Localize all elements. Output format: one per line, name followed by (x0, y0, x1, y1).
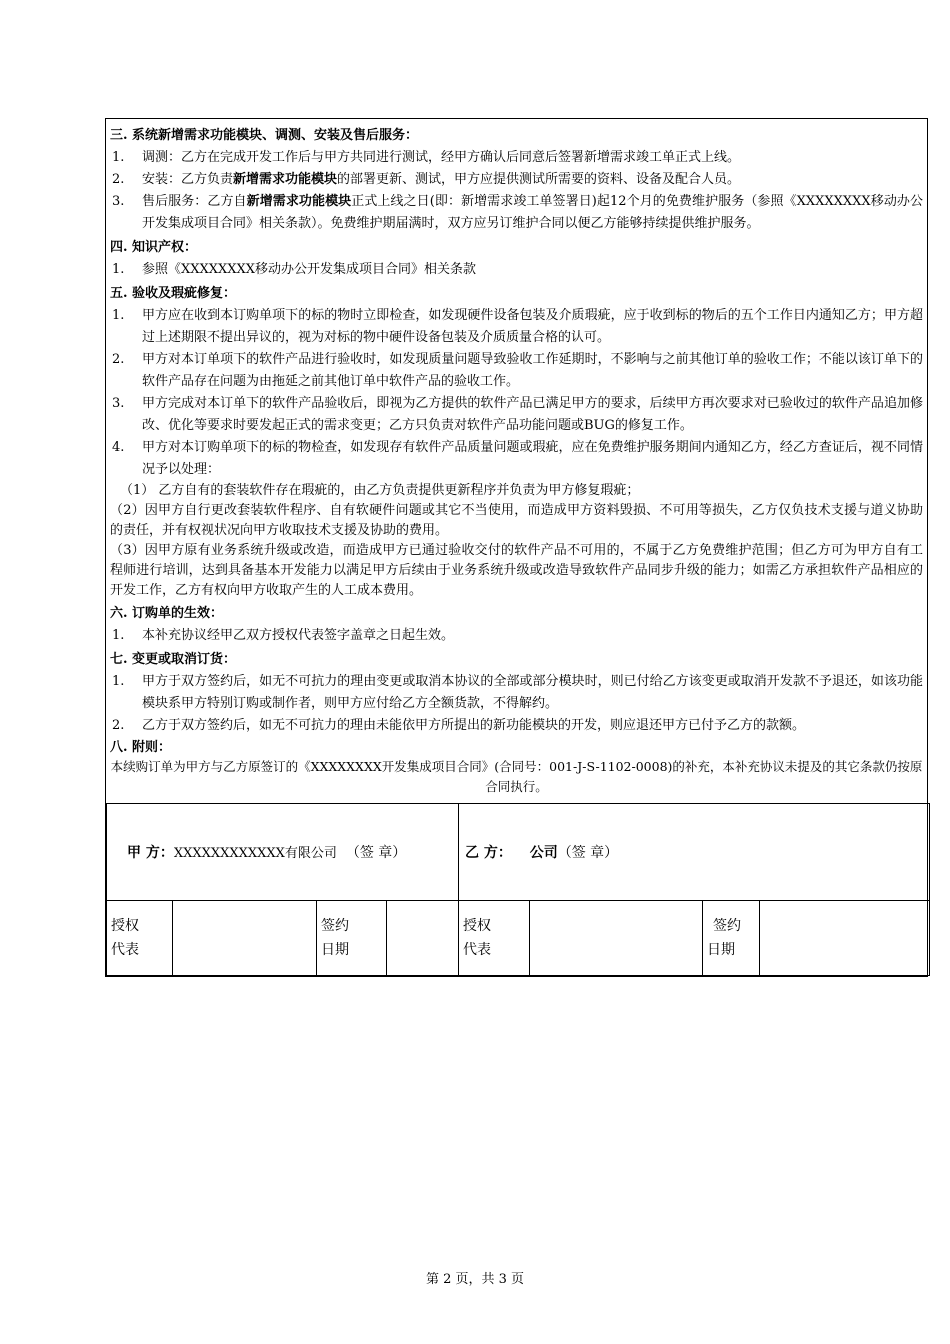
party-a-cell (107, 804, 459, 901)
date-label-line1: 签约 (713, 918, 742, 934)
party-a-name-x: XXXXXXXXXXXX有限公司 (173, 846, 337, 861)
item-text: 本补充协议经甲乙双方授权代表签字盖章之日起生效。 (142, 628, 455, 643)
auth-label-line1: 授权 (111, 918, 139, 934)
item-number: 1. (112, 674, 125, 689)
item-text-pre: 安装：乙方负责 (142, 172, 234, 187)
party-a-auth-label-cell (107, 901, 173, 976)
item-text (142, 191, 923, 235)
item-number: 1. (112, 628, 125, 643)
item-number: 1. (112, 150, 125, 165)
party-b-date-label-cell (703, 901, 760, 976)
date-label-line2: 日期 (707, 942, 736, 958)
party-a-date-label-cell (317, 901, 387, 976)
document-content (106, 119, 927, 803)
list-item (110, 259, 923, 281)
item-number: 4. (112, 440, 125, 455)
item-text: 甲方于双方签约后，如无不可抗力的理由变更或取消本协议的全部或部分模块时，则已付给乙方该变更或取消开发款不予退还，如该功能模块系甲方特别订购或制作者，则甲方应付给乙方全额货款，不得解约。 (142, 674, 923, 711)
signature-table (106, 803, 930, 976)
item-text: 甲方完成对本订单下的软件产品验收后，即视为乙方提供的软件产品已满足甲方的要求，后续甲方再次要求对已验收过的软件产品追加修改、优化等要求时要发起正式的需求变更；乙方只负责对软件产品功能问题或BUG的修复工作。 (142, 396, 923, 433)
item-number: 3. (112, 194, 125, 209)
auth-label-line2: 代表 (111, 942, 139, 958)
date-label-line2: 日期 (321, 942, 349, 958)
item-number: 1. (112, 262, 125, 277)
sub-item: （1） 乙方自有的套装软件存在瑕疵的，由乙方负责提供更新程序并负责为甲方修复瑕疵； (120, 483, 640, 498)
section-3-title: 三. 系统新增需求功能模块、调测、安装及售后服务： (110, 128, 419, 143)
party-a-line (107, 842, 458, 862)
list-item (110, 305, 923, 349)
list-item (110, 437, 923, 481)
item-text: 乙方于双方签约后，如无不可抗力的理由未能依甲方所提出的新功能模块的开发，则应退还甲方已付予乙方的款额。 (142, 718, 806, 733)
item-number: 1. (112, 308, 125, 323)
item-text: 调测：乙方在完成开发工作后与甲方共同进行测试，经甲方确认后同意后签署新增需求竣工单正式上线。 (142, 150, 741, 165)
section-6-title: 六. 订购单的生效： (110, 606, 224, 621)
party-b-seal: （签 章） (557, 845, 619, 861)
list-item (110, 625, 923, 647)
item-text: 甲方应在收到本订购单项下的标的物时立即检查，如发现硬件设备包装及介质瑕疵，应于收到标的物后的五个工作日内通知乙方；甲方超过上述期限不提出异议的，视为对标的物中硬件设备包装及介质质量合格的认可。 (142, 308, 923, 345)
list-item (110, 169, 923, 191)
auth-label-line1: 授权 (463, 918, 492, 934)
list-item (110, 349, 923, 393)
list-item (110, 671, 923, 715)
party-b-label: 乙 方： (465, 845, 512, 861)
document-box (105, 118, 928, 977)
item-number: 2. (112, 352, 125, 367)
item-text: 甲方对本订单项下的软件产品进行验收时，如发现质量问题导致验收工作延期时，不影响与之前其他订单的验收工作；不能以该订单下的软件产品存在问题为由拖延之前其他订单中软件产品的验收工作。 (142, 352, 923, 389)
list-item (110, 393, 923, 437)
party-b-auth-label-cell (459, 901, 530, 976)
section-7-title: 七. 变更或取消订货： (110, 652, 237, 667)
date-label-line1: 签约 (321, 918, 349, 934)
item-text: 参照《XXXXXXXX移动办公开发集成项目合同》相关条款 (142, 262, 477, 277)
party-b-cell (459, 804, 930, 901)
page-footer: 第 2 页，共 3 页 (425, 1272, 525, 1287)
sub-item: （3）因甲方原有业务系统升级或改造，而造成甲方已通过验收交付的软件产品不可用的，不属于乙方免费维护范围；但乙方可为甲方自有工程师进行培训，达到具备基本开发能力以满足甲方后续由于业务系统升级或改造导致软件产品同步升级的能力；如需乙方承担软件产品相应的开发工作，乙方有权向甲方收取产生的人工成本费用。 (110, 543, 923, 598)
item-text: 甲方对本订购单项下的标的物检查，如发现存有软件产品质量问题或瑕疵，应在免费维护服务期间内通知乙方，经乙方查证后，视不同情况予以处理： (142, 440, 923, 477)
item-number: 2. (112, 172, 125, 187)
party-a-auth-value-cell[interactable] (173, 901, 317, 976)
item-text-bold: 新增需求功能模块 (246, 194, 352, 209)
party-b-auth-value-cell[interactable] (530, 901, 703, 976)
sub-item: （2）因甲方自行更改套装软件程序、自有软硬件问题或其它不当使用，而造成甲方资料毁损、不可用等损失，乙方仅负技术支援与道义协助的责任，并有权视状况向甲方收取技术支援及协助的费用。 (110, 503, 923, 538)
item-number: 3. (112, 396, 125, 411)
item-text-post: 正式上线之日(即：新增需求竣工单签署日)起12个月的免费维护服务（参照《XXXXXXXX移动办公开发集成项目合同》相关条款）。免费维护期届满时，双方应另订维护合同以便乙方能够持续提供维护服务。 (142, 194, 923, 231)
item-number: 2. (112, 718, 125, 733)
item-text-bold: 新增需求功能模块 (233, 172, 338, 187)
section-5-title: 五. 验收及瑕疵修复： (110, 286, 237, 301)
appendix-text: 本续购订单为甲方与乙方原签订的《XXXXXXXX开发集成项目合同》(合同号：001-J-S-1102-0008)的补充，本补充协议未提及的其它条款仍按原合同执行。 (110, 759, 923, 794)
party-b-name: 公司 (529, 845, 558, 861)
item-text-pre: 售后服务：乙方自 (142, 194, 247, 209)
section-8-title: 八. 附则： (110, 740, 172, 755)
list-item (110, 191, 923, 235)
party-b-line (459, 842, 929, 862)
auth-label-line2: 代表 (463, 942, 492, 958)
list-item (110, 715, 923, 737)
list-item (110, 147, 923, 169)
section-4-title: 四. 知识产权： (110, 240, 198, 255)
party-a-seal: （签 章） (345, 845, 407, 861)
party-b-date-value-cell[interactable] (760, 901, 930, 976)
item-text-post: 的部署更新、测试，甲方应提供测试所需要的资料、设备及配合人员。 (337, 172, 741, 187)
party-a-date-value-cell[interactable] (387, 901, 459, 976)
party-a-label: 甲 方： (127, 845, 174, 861)
item-text (142, 169, 923, 191)
